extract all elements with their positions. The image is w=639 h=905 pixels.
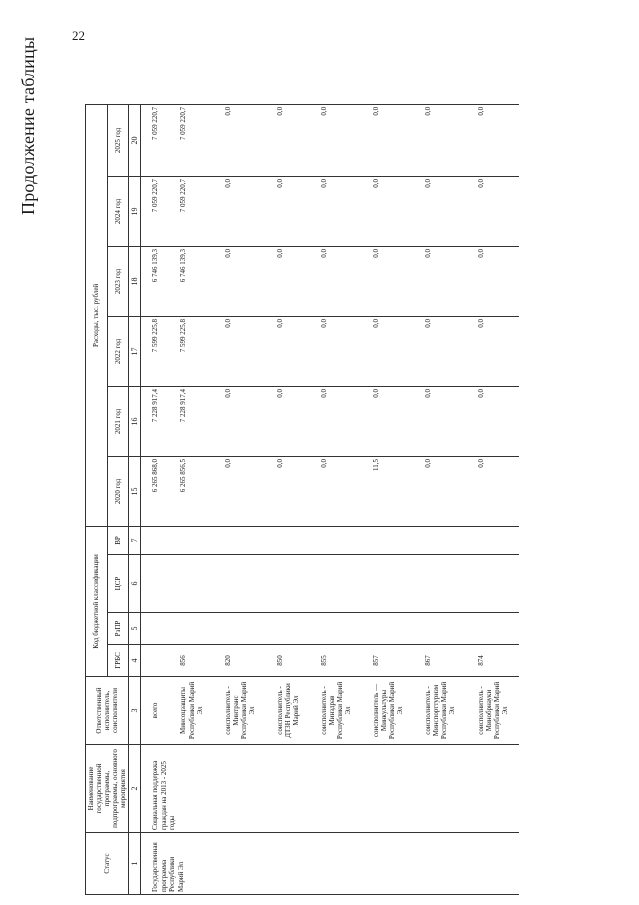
header-expenses: Расходы, тыс. рублей (86, 104, 108, 526)
rzpr-cell (141, 613, 170, 645)
value-2021: 0,0 (362, 386, 414, 456)
csr-cell (414, 555, 466, 613)
csr-cell (214, 555, 266, 613)
header-year-2025: 2025 год (107, 104, 129, 176)
page-number: 22 (72, 28, 85, 43)
value-2022: 0,0 (467, 316, 519, 386)
column-number: 19 (129, 176, 141, 246)
rzpr-cell (310, 613, 362, 645)
csr-cell (467, 555, 519, 613)
value-2021: 0,0 (414, 386, 466, 456)
grbs-cell: 874 (467, 645, 519, 677)
value-2022: 7 599 225,8 (169, 316, 213, 386)
rzpr-cell (169, 613, 213, 645)
column-number: 18 (129, 246, 141, 316)
column-number: 1 (129, 833, 141, 895)
header-row-1 (86, 104, 108, 894)
value-2024: 7 059 220,7 (169, 176, 213, 246)
vr-cell (214, 526, 266, 554)
grbs-cell: 855 (310, 645, 362, 677)
value-2025: 7 059 220,7 (169, 104, 213, 176)
grbs-cell: 820 (214, 645, 266, 677)
value-2023: 0,0 (362, 246, 414, 316)
header-csr: ЦСР (107, 555, 129, 613)
column-number: 17 (129, 316, 141, 386)
executor-cell: Минсоцзащиты Республики Марий Эл (169, 677, 213, 745)
column-number: 3 (129, 677, 141, 745)
executor-cell: соисполнитель - Минспорттуризм Республики Марий Эл (414, 677, 466, 745)
value-2021: 7 228 917,4 (169, 386, 213, 456)
value-2020: 0,0 (414, 456, 466, 526)
vr-cell (414, 526, 466, 554)
header-grbs: ГРБС (107, 645, 129, 677)
value-2023: 0,0 (266, 246, 310, 316)
value-2020: 0,0 (214, 456, 266, 526)
table-row (141, 104, 170, 894)
value-2024: 0,0 (266, 176, 310, 246)
column-number-row (129, 104, 141, 894)
header-vr: ВР (107, 526, 129, 554)
column-number: 20 (129, 104, 141, 176)
column-number: 15 (129, 456, 141, 526)
header-budget-code: Код бюджетной классификации (86, 526, 108, 676)
value-2023: 0,0 (467, 246, 519, 316)
value-2020: 0,0 (310, 456, 362, 526)
executor-cell: всего (141, 677, 170, 745)
value-2024: 7 059 220,7 (141, 176, 170, 246)
rzpr-cell (266, 613, 310, 645)
header-year-2020: 2020 год (107, 456, 129, 526)
status-cell: Государственная программа Республики Марий Эл (141, 833, 519, 895)
value-2023: 0,0 (214, 246, 266, 316)
value-2024: 0,0 (362, 176, 414, 246)
value-2022: 0,0 (310, 316, 362, 386)
executor-cell: соисполнитель - Минобрнауки Республики Марий Эл (467, 677, 519, 745)
value-2025: 0,0 (310, 104, 362, 176)
value-2021: 0,0 (266, 386, 310, 456)
column-number: 7 (129, 526, 141, 554)
header-executor: Ответственный исполнитель, соисполнители (86, 677, 129, 745)
rzpr-cell (214, 613, 266, 645)
value-2022: 0,0 (214, 316, 266, 386)
header-year-2023: 2023 год (107, 246, 129, 316)
executor-cell: соисполнитель - Минтранс Республики Марий Эл (214, 677, 266, 745)
value-2022: 7 599 225,8 (141, 316, 170, 386)
csr-cell (362, 555, 414, 613)
executor-cell: соисполнитель — Минкультуры Республики Марий Эл (362, 677, 414, 745)
rzpr-cell (467, 613, 519, 645)
value-2024: 0,0 (467, 176, 519, 246)
value-2021: 0,0 (214, 386, 266, 456)
header-name: Наименование государственной программы, подпрограммы, основного мероприятия (86, 745, 129, 833)
column-number: 6 (129, 555, 141, 613)
continuation-title: Продолжение таблицы (18, 36, 38, 215)
value-2023: 0,0 (310, 246, 362, 316)
header-year-2024: 2024 год (107, 176, 129, 246)
grbs-cell: 856 (169, 645, 213, 677)
value-2021: 7 228 917,4 (141, 386, 170, 456)
csr-cell (266, 555, 310, 613)
value-2022: 0,0 (362, 316, 414, 386)
value-2025: 7 059 220,7 (141, 104, 170, 176)
value-2021: 0,0 (467, 386, 519, 456)
header-rzpr: РзПР (107, 613, 129, 645)
value-2024: 0,0 (310, 176, 362, 246)
value-2022: 0,0 (414, 316, 466, 386)
csr-cell (169, 555, 213, 613)
vr-cell (141, 526, 170, 554)
value-2020: 6 265 868,0 (141, 456, 170, 526)
column-number: 16 (129, 386, 141, 456)
value-2022: 0,0 (266, 316, 310, 386)
executor-cell: соисполнитель - ДТЗН Республики Марий Эл (266, 677, 310, 745)
vr-cell (169, 526, 213, 554)
vr-cell (310, 526, 362, 554)
value-2025: 0,0 (467, 104, 519, 176)
program-name-cell: Социальная поддержка граждан на 2013 - 2025 годы (141, 745, 519, 833)
vr-cell (266, 526, 310, 554)
vr-cell (467, 526, 519, 554)
column-number: 2 (129, 745, 141, 833)
grbs-cell: 857 (362, 645, 414, 677)
value-2020: 0,0 (266, 456, 310, 526)
grbs-cell: 867 (414, 645, 466, 677)
value-2023: 6 746 139,3 (169, 246, 213, 316)
value-2024: 0,0 (414, 176, 466, 246)
value-2024: 0,0 (214, 176, 266, 246)
header-year-2021: 2021 год (107, 386, 129, 456)
csr-cell (310, 555, 362, 613)
value-2020: 11,5 (362, 456, 414, 526)
grbs-cell: 850 (266, 645, 310, 677)
rzpr-cell (362, 613, 414, 645)
value-2020: 0,0 (467, 456, 519, 526)
header-year-2022: 2022 год (107, 316, 129, 386)
value-2025: 0,0 (414, 104, 466, 176)
column-number: 4 (129, 645, 141, 677)
grbs-cell (141, 645, 170, 677)
value-2020: 6 265 856,5 (169, 456, 213, 526)
executor-cell: соисполнитель - Минздрав Республики Марий Эл (310, 677, 362, 745)
value-2023: 0,0 (414, 246, 466, 316)
value-2023: 6 746 139,3 (141, 246, 170, 316)
rzpr-cell (414, 613, 466, 645)
budget-table (85, 104, 519, 895)
column-number: 5 (129, 613, 141, 645)
value-2025: 0,0 (214, 104, 266, 176)
value-2021: 0,0 (310, 386, 362, 456)
value-2025: 0,0 (362, 104, 414, 176)
vr-cell (362, 526, 414, 554)
value-2025: 0,0 (266, 104, 310, 176)
csr-cell (141, 555, 170, 613)
header-status: Статус (86, 833, 129, 895)
